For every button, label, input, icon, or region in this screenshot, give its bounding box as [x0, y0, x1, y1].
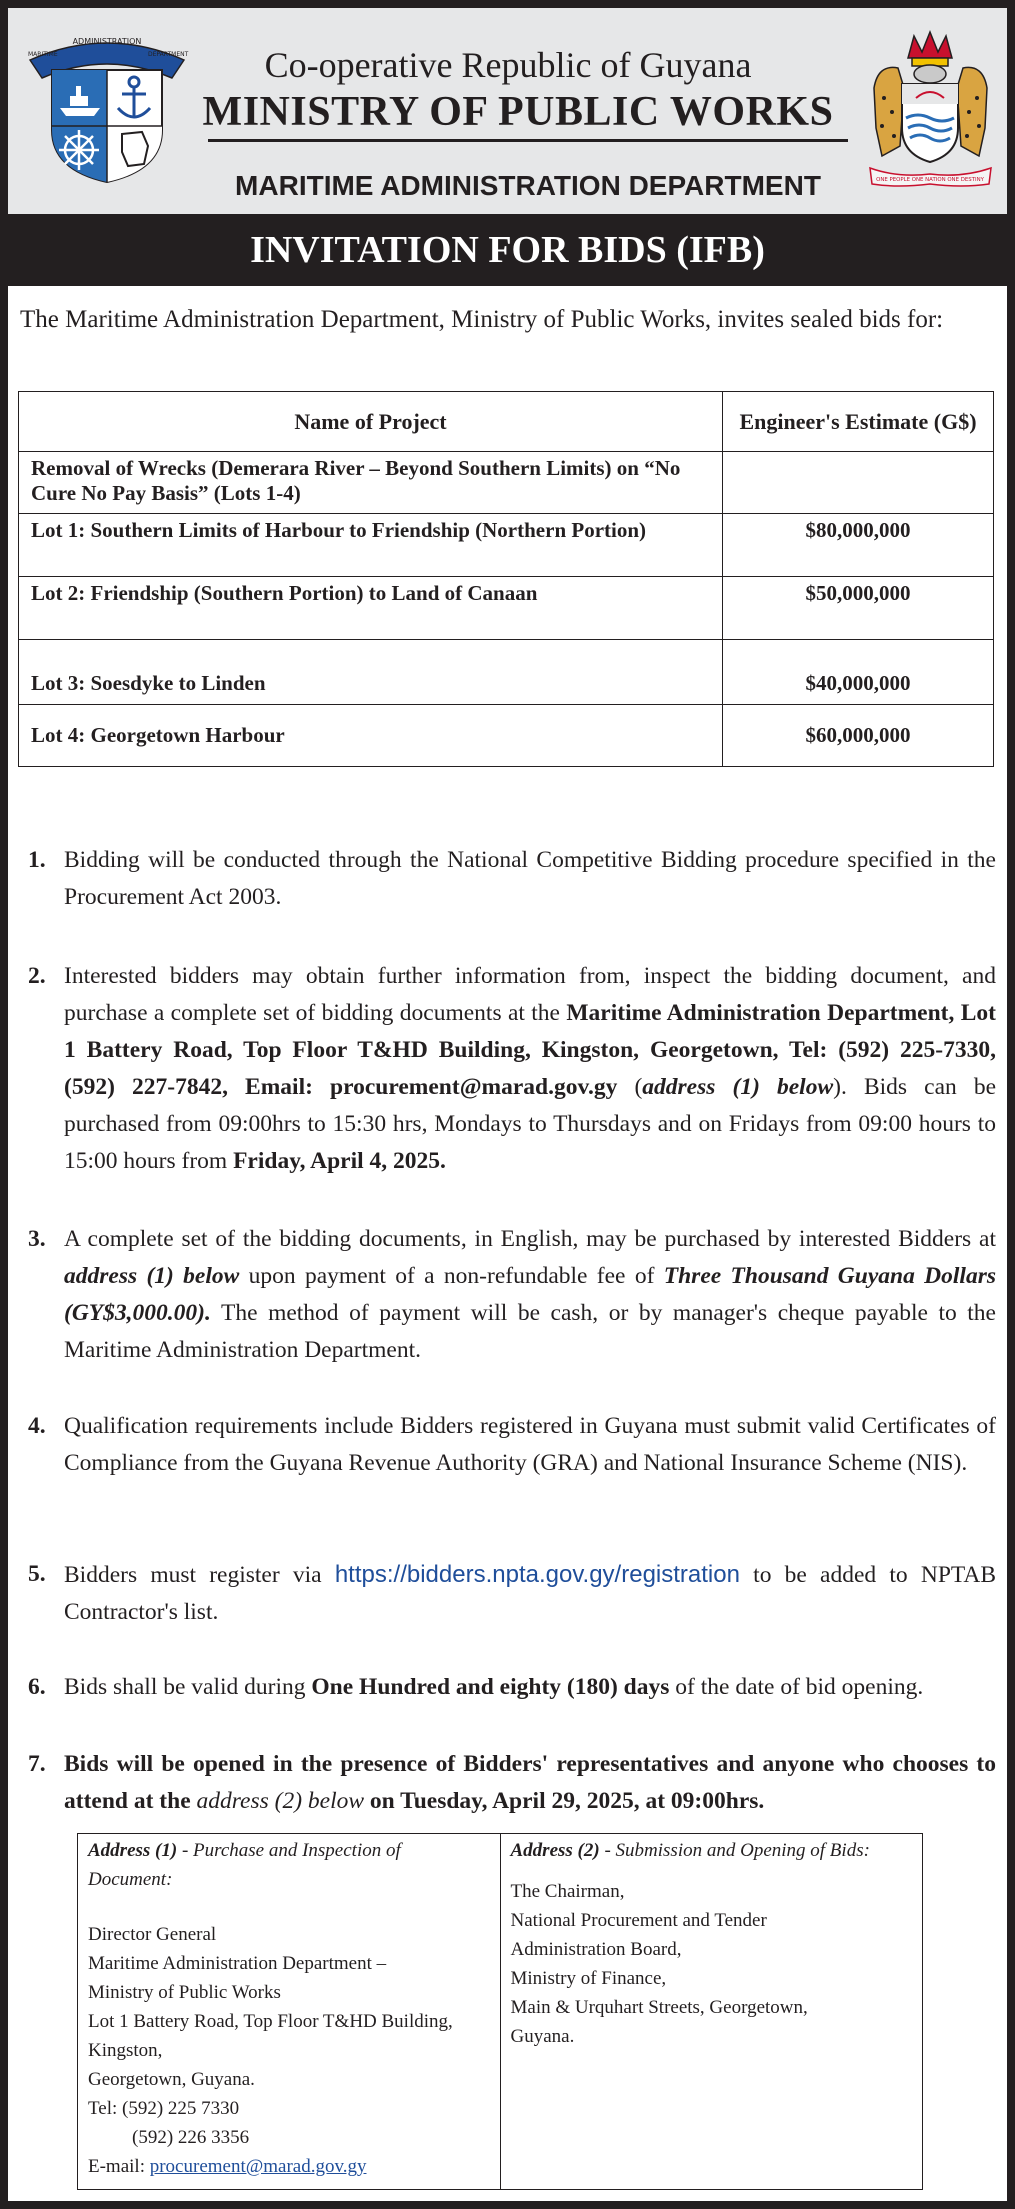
- table-header-row: [19, 392, 994, 452]
- clause-2: [20, 958, 996, 1180]
- address-reference: address (1) below: [642, 1074, 834, 1100]
- address-line: Kingston,: [88, 2040, 163, 2061]
- crest-text-right: DEPARTMENT: [148, 51, 189, 58]
- table-row: [19, 452, 994, 514]
- header-divider: [208, 139, 848, 142]
- validity-period: One Hundred and eighty (180) days: [311, 1674, 670, 1700]
- project-name: Removal of Wrecks (Demerara River – Beyond Southern Limits) on “No Cure No Pay Basis” (Lots 1-4): [19, 452, 723, 514]
- clause-text: [64, 1221, 996, 1369]
- clause-6: [20, 1669, 996, 1706]
- address-label: Address (2): [510, 1840, 600, 1861]
- coat-of-arms: [868, 28, 993, 188]
- clause-text-part: The method of payment will be cash, or by manager's cheque payable to the Maritime Administration Department.: [64, 1300, 996, 1363]
- address-line: Lot 1 Battery Road, Top Floor T&HD Building,: [88, 2011, 453, 2032]
- address-label: Address (1): [88, 1840, 178, 1861]
- clause-text-part: to be added to NPTAB Contractor's list.: [64, 1562, 997, 1625]
- clause-number: 3.: [28, 1226, 46, 1252]
- project-name: Lot 4: Georgetown Harbour: [19, 705, 723, 767]
- projects-table: [18, 391, 994, 767]
- address-2-cell: [500, 1834, 923, 2190]
- clause-7: [20, 1746, 996, 1820]
- address-row: [78, 1834, 923, 2190]
- table-row: [19, 514, 994, 577]
- address-2-heading: [511, 1836, 913, 1865]
- notice-page: [8, 8, 1007, 2201]
- project-name: Lot 2: Friendship (Southern Portion) to Land of Canaan: [19, 577, 723, 640]
- project-estimate: $80,000,000: [723, 514, 994, 577]
- clause-number: 2.: [28, 963, 46, 989]
- maritime-department-crest: [22, 30, 192, 185]
- clause-number: 6.: [28, 1674, 46, 1700]
- department-name: MARITIME ADMINISTRATION DEPARTMENT: [235, 170, 821, 201]
- clause-3: [20, 1221, 996, 1369]
- fee-amount: Three Thousand Guyana Dollars (GY$3,000.00).: [64, 1263, 997, 1326]
- address-line: Director General: [88, 1924, 217, 1945]
- address-line: Georgetown, Guyana.: [88, 2069, 255, 2090]
- clause-text-part: Bids will be opened in the presence of Bidders' representatives and anyone who chooses to attend at the: [64, 1751, 996, 1814]
- address-1-cell: [78, 1834, 501, 2190]
- address-line: Main & Urquhart Streets, Georgetown,: [510, 1997, 808, 2018]
- column-header-estimate: Engineer's Estimate (G$): [723, 392, 994, 452]
- address-table: [77, 1833, 923, 2190]
- clause-5: [20, 1556, 996, 1631]
- address-line: Ministry of Public Works: [88, 1982, 281, 2003]
- table-row: [19, 640, 994, 705]
- registration-link[interactable]: https://bidders.npta.gov.gy/registration: [334, 1561, 740, 1588]
- telephone-line: (592) 226 3356: [132, 2127, 250, 2148]
- address-line: National Procurement and Tender: [510, 1910, 767, 1931]
- clause-number: 4.: [28, 1413, 46, 1439]
- crest-text-top: ADMINISTRATION: [72, 37, 142, 46]
- table-row: [19, 577, 994, 640]
- clause-text-part: (: [617, 1074, 643, 1100]
- contact-details: Maritime Administration Department, Lot 1 Battery Road, Top Floor T&HD Building, Kingston, Georgetown, Tel: (592) 225-7330, (592) 227-7842, Email: procurement@marad.gov.gy: [64, 1000, 996, 1100]
- clause-text: [64, 1669, 996, 1706]
- email-line: [88, 2152, 490, 2181]
- project-estimate: $60,000,000: [723, 705, 994, 767]
- clause-text-part: A complete set of the bidding documents, in English, may be purchased by interested Bidders at: [64, 1226, 996, 1252]
- address-1-heading: [88, 1836, 490, 1894]
- clause-1: [20, 842, 996, 916]
- project-estimate: $50,000,000: [723, 577, 994, 640]
- clause-text-part: ). Bids can be purchased from 09:00hrs to 15:30 hrs, Mondays to Thursdays and on Fridays from 09:00 hours to 15:00 hours from: [64, 1074, 997, 1174]
- clause-text: [64, 1746, 996, 1820]
- address-line: Ministry of Finance,: [510, 1968, 667, 1989]
- project-estimate: $40,000,000: [723, 640, 994, 705]
- project-name: Lot 1: Southern Limits of Harbour to Friendship (Northern Portion): [19, 514, 723, 577]
- email-label: E-mail:: [88, 2156, 150, 2177]
- clause-number: 1.: [28, 847, 46, 873]
- clause-text-part: Bids shall be valid during: [64, 1674, 312, 1700]
- column-header-project: Name of Project: [19, 392, 723, 452]
- clause-number: 7.: [28, 1751, 46, 1777]
- header: [8, 8, 1007, 214]
- intro-text: The Maritime Administration Department, Ministry of Public Works, invites sealed bids for:: [20, 306, 944, 333]
- address-line: Administration Board,: [510, 1939, 682, 1960]
- ministry-name: MINISTRY OF PUBLIC WORKS: [202, 89, 834, 135]
- clause-text: Bidding will be conducted through the National Competitive Bidding procedure specified in the Procurement Act 2003.: [64, 847, 996, 910]
- email-link[interactable]: procurement@marad.gov.gy: [149, 2156, 367, 2177]
- notice-title: INVITATION FOR BIDS (IFB): [8, 214, 1007, 286]
- address-purpose: - Submission and Opening of Bids:: [599, 1840, 870, 1861]
- project-name: Lot 3: Soesdyke to Linden: [19, 640, 723, 705]
- address-line: Maritime Administration Department –: [88, 1953, 387, 1974]
- address-reference: address (2) below: [196, 1788, 365, 1814]
- table-row: [19, 705, 994, 767]
- crest-text-left: MARITIME: [28, 51, 58, 58]
- start-date: Friday, April 4, 2025.: [233, 1148, 446, 1174]
- clause-text-part: Bidders must register via: [64, 1562, 335, 1588]
- clause-text: Qualification requirements include Bidders registered in Guyana must submit valid Certificates of Compliance from the Guyana Revenue Authority (GRA) and National Insurance Scheme (NIS).: [64, 1413, 996, 1476]
- address-reference: address (1) below: [64, 1263, 240, 1289]
- clause-4: [20, 1408, 996, 1482]
- address-purpose: - Purchase and Inspection of Document:: [88, 1840, 401, 1890]
- project-estimate: [723, 452, 994, 514]
- clause-text-part: Interested bidders may obtain further information from, inspect the bidding document, and purchase a complete set of bidding documents at the: [64, 963, 996, 1026]
- clause-text-part: upon payment of a non-refundable fee of: [239, 1263, 664, 1289]
- telephone-line: Tel: (592) 225 7330: [88, 2098, 240, 2119]
- clause-number: 5.: [28, 1561, 46, 1587]
- address-line: Guyana.: [510, 2026, 575, 2047]
- country-name: Co-operative Republic of Guyana: [264, 45, 752, 85]
- clause-text: [64, 958, 996, 1180]
- clause-text-part: of the date of bid opening.: [669, 1674, 924, 1700]
- address-line: The Chairman,: [510, 1881, 625, 1902]
- opening-date: on Tuesday, April 29, 2025, at 09:00hrs.: [364, 1788, 765, 1814]
- coat-of-arms-motto: ONE PEOPLE ONE NATION ONE DESTINY: [876, 177, 984, 183]
- clause-text: [64, 1556, 996, 1631]
